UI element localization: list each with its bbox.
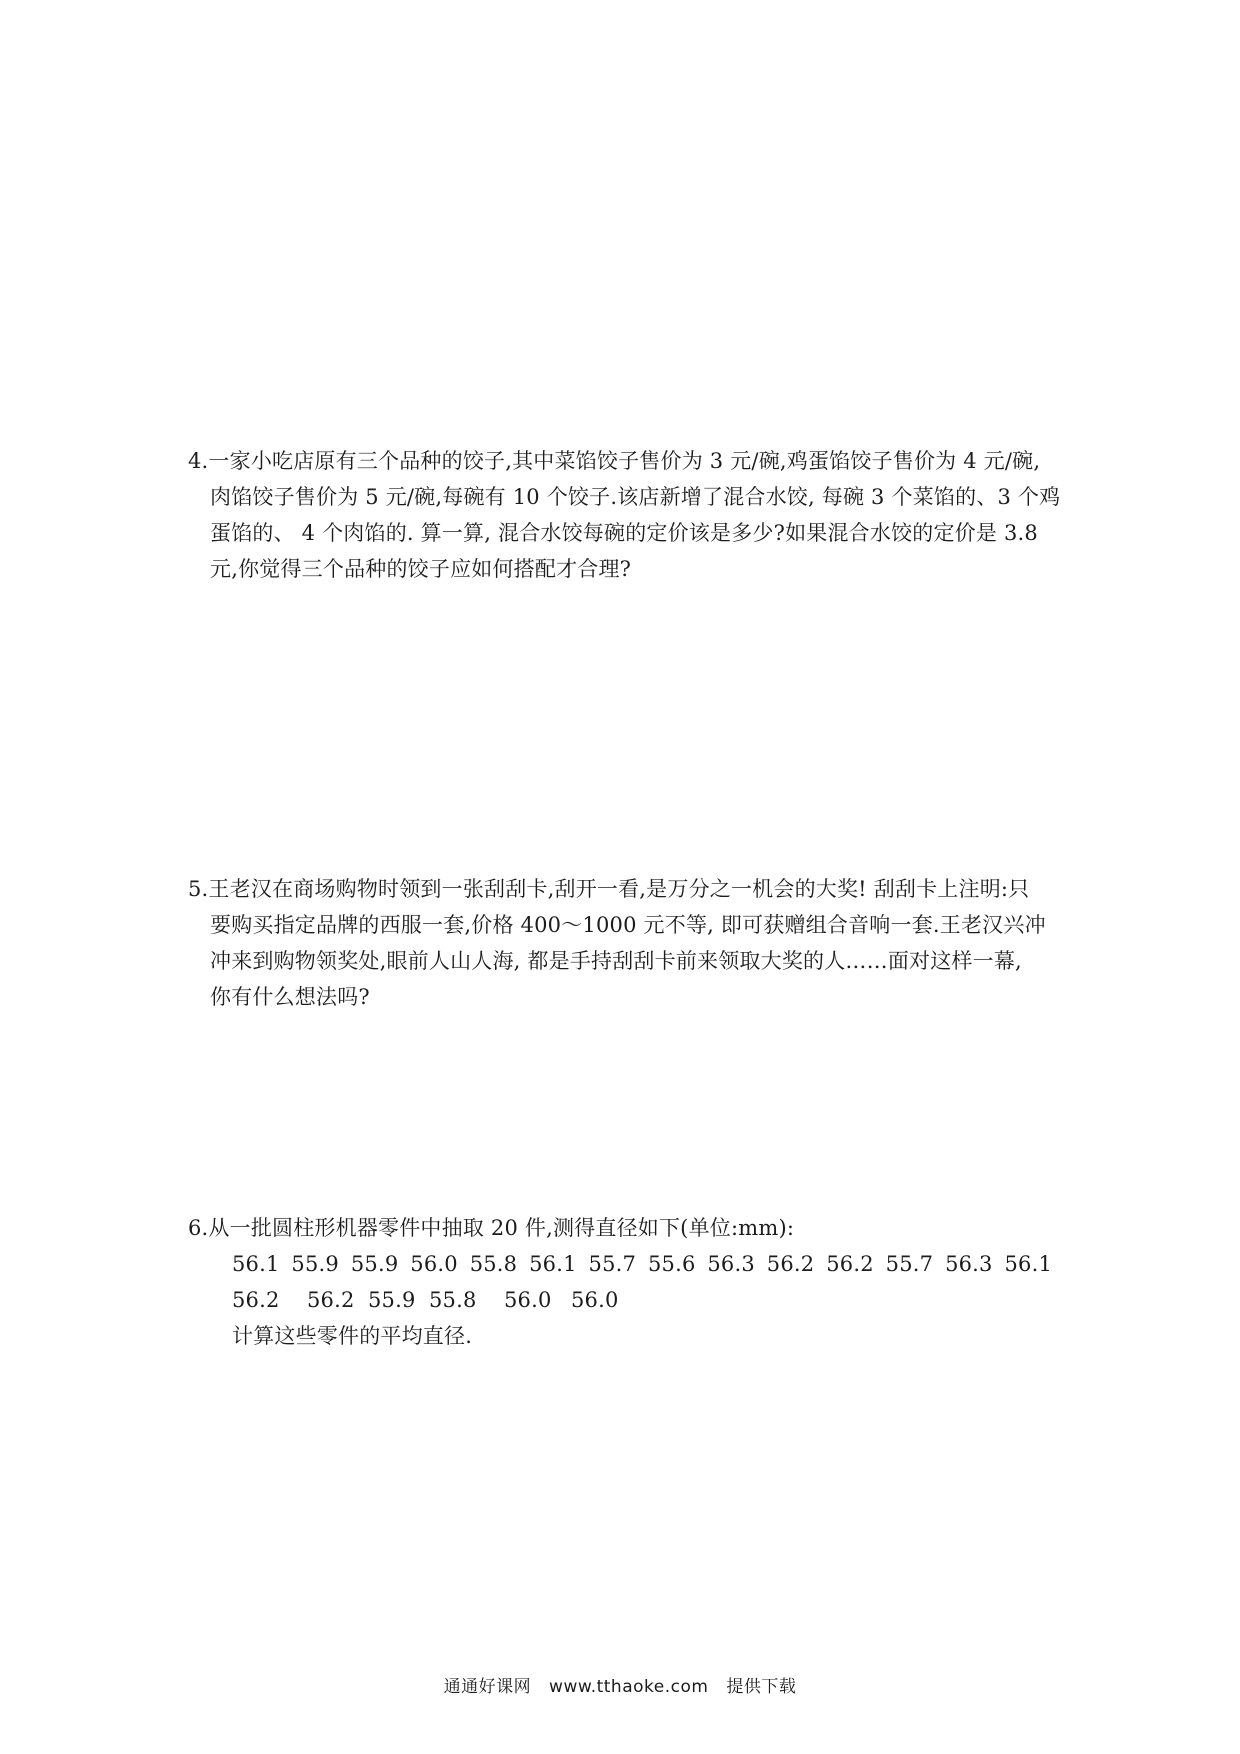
problem-6 [188, 1210, 1064, 1354]
diameter-value: 56.1 [1004, 1252, 1053, 1276]
diameter-value: 55.8 [469, 1252, 518, 1276]
problem-5-line-3: 冲来到购物领奖处,眼前人山人海, 都是手持刮刮卡前来领取大奖的人……面对这样一幕, [210, 949, 1022, 973]
footer-suffix: 提供下载 [726, 1677, 797, 1697]
diameter-value: 56.0 [410, 1252, 458, 1276]
diameter-row-1 [188, 1246, 1064, 1282]
diameter-row-2 [188, 1282, 1064, 1318]
diameter-value: 56.2 [826, 1252, 874, 1276]
diameter-value: 56.0 [504, 1288, 552, 1312]
diameter-value: 55.6 [647, 1252, 696, 1276]
problem-5-line-2: 要购买指定品牌的西服一套,价格 400～1000 元不等, 即可获赠组合音响一套.王老汉兴冲 [210, 913, 1046, 937]
diameter-value: 56.1 [232, 1252, 280, 1276]
diameter-value: 56.2 [232, 1288, 280, 1312]
problem-4-line-4: 元,你觉得三个品种的饺子应如何搭配才合理? [210, 557, 632, 581]
problem-5-line-1: 5.王老汉在商场购物时领到一张刮刮卡,刮开一看,是万分之一机会的大奖! 刮刮卡上注明:只 [188, 877, 1030, 901]
diameter-value: 56.2 [307, 1288, 355, 1312]
problem-4-line-1: 4.一家小吃店原有三个品种的饺子,其中菜馅饺子售价为 3 元/碗,鸡蛋馅饺子售价为 4 元/碗, [188, 449, 1041, 473]
diameter-value: 55.9 [368, 1288, 416, 1312]
problem-5-line-4: 你有什么想法吗? [210, 985, 370, 1009]
diameter-value: 56.2 [766, 1252, 815, 1276]
diameter-value: 56.3 [945, 1252, 993, 1276]
diameter-value: 56.0 [571, 1288, 619, 1312]
diameter-value: 56.3 [707, 1252, 755, 1276]
diameter-value: 55.7 [588, 1252, 637, 1276]
problem-4-line-2: 肉馅饺子售价为 5 元/碗,每碗有 10 个饺子.该店新增了混合水饺, 每碗 3 个菜馅的、3 个鸡 [210, 485, 1061, 509]
problem-5 [188, 871, 1064, 1015]
diameter-value: 55.9 [291, 1252, 339, 1276]
diameter-value: 55.8 [429, 1288, 477, 1312]
diameter-value: 55.7 [885, 1252, 934, 1276]
footer-url: www.tthaoke.com [549, 1677, 709, 1697]
diameter-value: 56.1 [529, 1252, 577, 1276]
problem-6-instruction: 计算这些零件的平均直径. [232, 1324, 473, 1348]
problem-4-line-3: 蛋馅的、 4 个肉馅的. 算一算, 混合水饺每碗的定价该是多少?如果混合水饺的定价是 3.8 [210, 521, 1038, 545]
page-footer [0, 1672, 1240, 1697]
problem-6-intro: 6.从一批圆柱形机器零件中抽取 20 件,测得直径如下(单位:mm): [188, 1216, 795, 1240]
diameter-value: 55.9 [350, 1252, 399, 1276]
footer-site-name: 通通好课网 [443, 1677, 532, 1697]
problem-4 [188, 443, 1064, 587]
